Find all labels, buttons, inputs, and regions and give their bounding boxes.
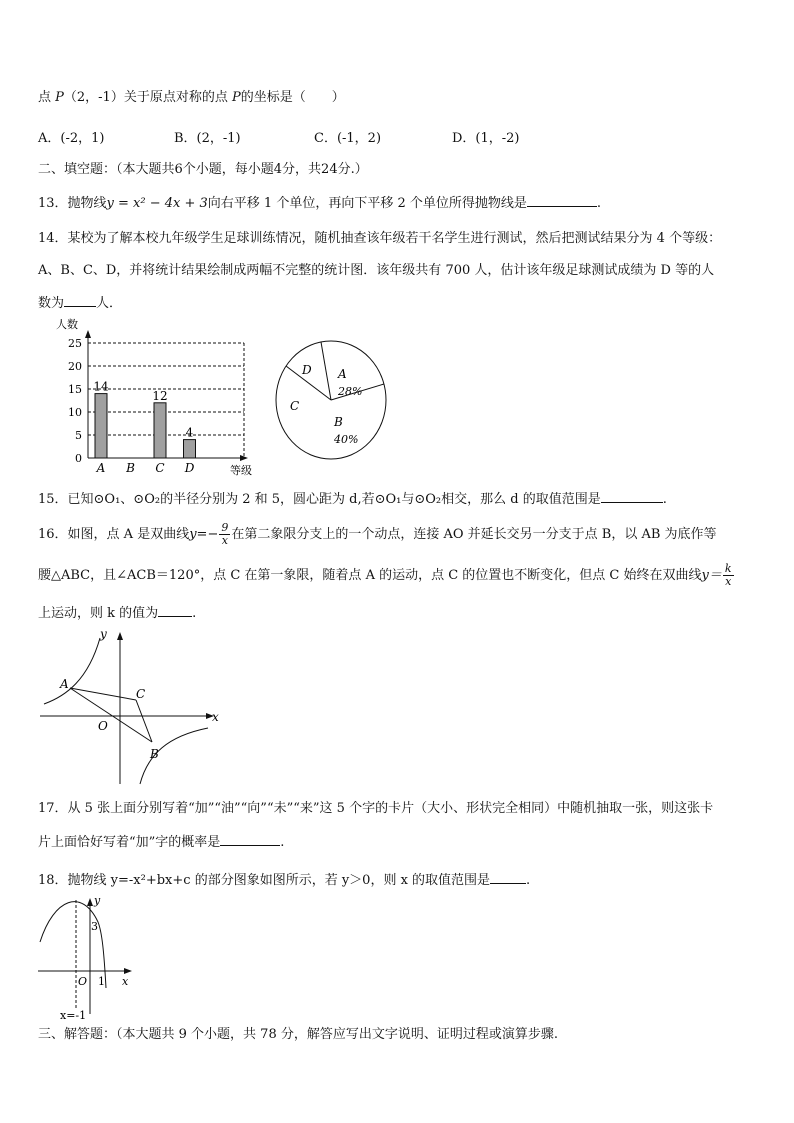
q12-option-a: A．(-2，1)	[38, 131, 105, 146]
y-axis-label: y	[100, 627, 107, 641]
pie-label-a: A	[338, 367, 347, 381]
origin-label: O	[98, 719, 108, 733]
figure-18	[34, 892, 144, 1022]
bar-chart-xlabel: 等级	[230, 464, 252, 476]
answer-blank[interactable]	[64, 293, 96, 307]
answer-blank[interactable]	[158, 603, 192, 617]
q14-line3: 数为 人．	[38, 293, 122, 313]
bar-value-label: 14	[93, 379, 109, 394]
y-tick-label: 10	[68, 406, 82, 419]
figure-16	[36, 624, 226, 790]
q12-stem: 点 P（2，-1）关于原点对称的点 P的坐标是（ ）	[38, 90, 345, 105]
fraction-9-over-x: $\frac{9}{x}$	[221, 521, 229, 547]
y-axis-label: y	[94, 894, 101, 907]
fraction-k-over-x: $\frac{k}{x}$	[724, 562, 732, 588]
q16-line3: 上运动，则 k 的值为 .	[38, 603, 196, 623]
pie-label-c: C	[290, 399, 300, 413]
y-tick-label: 25	[68, 337, 82, 350]
label-x-eq-neg1: x=-1	[60, 1009, 87, 1022]
x-tick-label: D	[184, 461, 195, 475]
q13: 13．抛物线y = x² − 4x + 3向右平移 1 个单位，再向下平移 2 个单位所得抛物线是 .	[38, 193, 601, 213]
point-c-label: C	[136, 687, 146, 701]
label-3: 3	[91, 920, 98, 933]
point-a-label: A	[60, 677, 69, 691]
y-tick-label: 0	[75, 452, 82, 465]
q12-option-b: B．(2，-1)	[174, 131, 241, 146]
label-1: 1	[98, 975, 105, 988]
bar-a	[95, 394, 107, 458]
y-axis-arrow	[85, 330, 91, 338]
section3-heading: 三、解答题：（本大题共 9 个小题，共 78 分，解答应写出文字说明、证明过程或演算步骤.	[38, 1027, 558, 1042]
y-axis-arrow	[87, 898, 93, 906]
q16-line1: 16．如图，点 A 是双曲线y=− $\frac{9}{x}$ 在第二象限分支上的一个动点，连接 AO 并延长交另一分支于点 B，以 AB 为底作等	[38, 521, 717, 547]
x-axis-arrow	[124, 968, 132, 974]
x-tick-label: A	[96, 461, 106, 475]
segment-cb	[136, 700, 152, 742]
y-tick-label: 20	[68, 360, 82, 373]
answer-blank[interactable]	[490, 870, 526, 884]
bar-chart-bars	[93, 380, 195, 475]
hyperbola-branch-2nd	[44, 638, 100, 704]
x-axis-label: x	[122, 975, 129, 988]
q14-line1: 14．某校为了解本校九年级学生足球训练情况，随机抽查该年级若干名学生进行测试，然后把测试结果分为 4 个等级：	[38, 231, 722, 246]
bar-value-label: 12	[152, 388, 168, 403]
answer-blank[interactable]	[527, 193, 597, 207]
q14-line2: A、B、C、D，并将统计结果绘制成两幅不完整的统计图．该年级共有 700 人，估计该年级足球测试成绩为 D 等的人	[38, 263, 715, 278]
answer-blank[interactable]	[601, 489, 663, 503]
q12-option-d: D．(1，-2)	[452, 131, 520, 146]
y-axis-arrow	[117, 632, 123, 640]
origin-label: O	[78, 975, 88, 988]
bar-d	[184, 440, 196, 458]
answer-blank[interactable]	[220, 832, 280, 846]
x-tick-label: B	[126, 461, 135, 475]
y-tick-label: 5	[75, 429, 82, 442]
pie-label-d: D	[302, 363, 312, 377]
pie-chart	[272, 336, 392, 466]
q18: 18．抛物线 y=-x²+bx+c 的部分图象如图所示，若 y＞0，则 x 的取值范围是 .	[38, 870, 530, 890]
bar-chart	[44, 314, 274, 476]
bar-value-label: 4	[185, 425, 194, 440]
q16-line2: 腰△ABC，且∠ACB＝120°，点 C 在第一象限，随着点 A 的运动，点 C 的位置也不断变化，但点 C 始终在双曲线y＝ $\frac{k}{x}$	[38, 562, 732, 588]
bar-chart-ylabel: 人数	[56, 318, 78, 331]
parabola	[40, 902, 106, 988]
point-b-label: B	[150, 747, 159, 761]
pie-label-b: B	[334, 415, 343, 429]
y-tick-label: 15	[68, 383, 82, 396]
x-tick-label: C	[155, 461, 165, 475]
q15: 15．已知⊙O₁、⊙O₂的半径分别为 2 和 5，圆心距为 d,若⊙O₁与⊙O₂相交，那么 d 的取值范围是 .	[38, 489, 667, 509]
q12-option-c: C．(-1，2)	[314, 131, 382, 146]
section2-heading: 二、填空题：（本大题共6个小题，每小题4分，共24分.）	[38, 162, 368, 177]
pie-pct-b: 40%	[334, 433, 359, 446]
bar-c	[154, 403, 166, 458]
x-axis-label: x	[212, 710, 219, 724]
pie-pct-a: 28%	[338, 385, 363, 398]
q17-line1: 17．从 5 张上面分别写着“加”“油”“向”“未”“来”这 5 个字的卡片（大小、形状完全相同）中随机抽取一张，则这张卡	[38, 801, 714, 816]
q17-line2: 片上面恰好写着“加”字的概率是 .	[38, 832, 284, 852]
